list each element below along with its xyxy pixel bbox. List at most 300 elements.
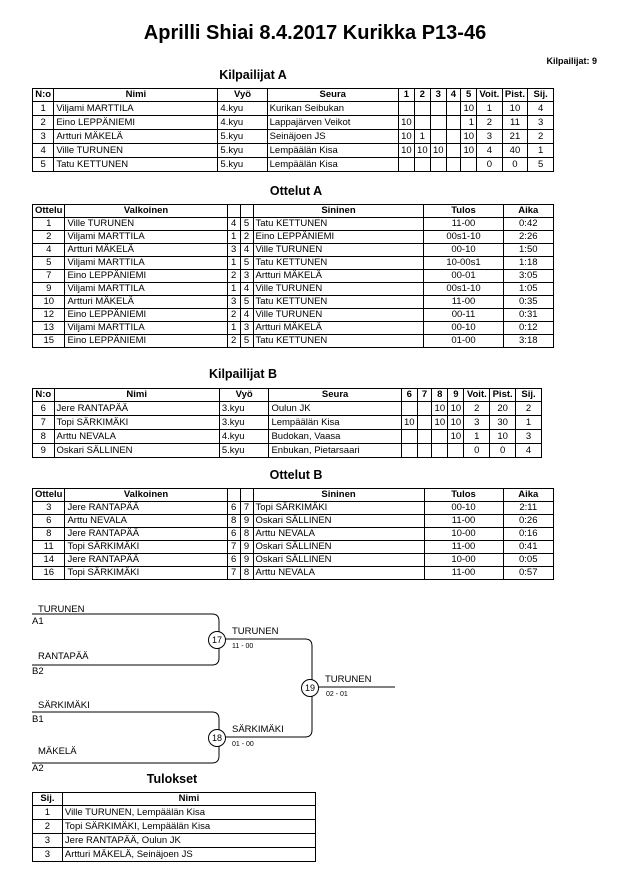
table-cell: 15 [33,335,65,348]
table-cell: Topi SÄRKIMÄKI [253,502,424,515]
table-row [33,257,554,270]
table-cell [414,158,430,172]
column-header: Aika [503,489,554,502]
table-cell: Topi SÄRKIMÄKI [54,416,219,430]
table-cell: 4 [516,444,542,458]
table-row [33,402,542,416]
column-header: N:o [33,389,55,402]
table-cell: 1 [477,102,503,116]
table-cell: Ville TURUNEN [54,144,218,158]
table-cell: 8 [240,528,253,541]
table-cell [414,102,430,116]
table-cell [430,130,446,144]
table-row [33,218,554,231]
column-header: 9 [448,389,464,402]
table-cell: Topi SÄRKIMÄKI [65,541,227,554]
table-cell: 9 [240,554,253,567]
table-cell: 10-00 [424,528,503,541]
table-row [33,158,554,172]
table-cell: 1 [227,231,240,244]
table-cell: 11 [33,541,65,554]
table-cell: Tatu KETTUNEN [253,257,424,270]
table-cell: 30 [490,416,516,430]
table-row [33,567,554,580]
column-header: Pist. [490,389,516,402]
table-cell: Artturi MÄKELÄ [253,270,424,283]
table-cell: Enbukan, Pietarsaari [269,444,401,458]
table-cell: 4.kyu [218,102,267,116]
table-cell: 0:26 [503,515,554,528]
table-cell: 2:11 [503,502,554,515]
matches-b-heading: Ottelut B [269,468,323,482]
table-cell: 4 [33,144,54,158]
table-cell: 10 [461,102,477,116]
table-cell: 00-10 [424,244,503,257]
table-cell: 1 [528,144,554,158]
m18-score: 01 - 00 [232,741,254,748]
matchesA-header-row [33,205,554,218]
table-row [33,231,554,244]
match-17-badge: 17 [208,631,226,649]
table-cell: Seinäjoen JS [267,130,398,144]
table-cell: 10 [502,102,528,116]
table-cell: 9 [240,515,253,528]
column-header: Valkoinen [65,205,227,218]
table-cell [417,402,431,416]
table-cell: 10-00s1 [424,257,503,270]
table-cell: 6 [33,402,55,416]
table-cell: Tatu KETTUNEN [54,158,218,172]
table-cell: 3 [464,416,490,430]
sf2-top-seed: B1 [32,714,44,725]
matchesB-header-row [33,489,554,502]
table-cell: Kurikan Seibukan [267,102,398,116]
column-header: Sij. [528,89,554,102]
table-cell: 2 [227,270,240,283]
table-row [33,502,554,515]
table-cell: 1:50 [503,244,553,257]
table-cell: 2 [528,130,554,144]
table-cell: 20 [490,402,516,416]
table-cell [417,416,431,430]
table-cell: 0:12 [503,322,553,335]
table-cell: 7 [33,416,55,430]
table-cell: 4 [33,244,65,257]
table-cell: 5 [528,158,554,172]
column-header [240,205,253,218]
table-cell: Viljami MARTTILA [65,322,227,335]
table-cell: 10 [432,416,448,430]
poolA-header-row [33,89,554,102]
table-cell: 2:26 [503,231,553,244]
table-cell: 0 [477,158,503,172]
results-table [32,792,316,862]
column-header: Valkoinen [65,489,227,502]
table-cell: 7 [227,541,240,554]
table-row [33,102,554,116]
table-cell: 10 [398,116,414,130]
match-18-badge: 18 [208,729,226,747]
table-row [33,848,316,862]
table-cell: 9 [240,541,253,554]
table-cell: Artturi MÄKELÄ, Seinäjoen JS [62,848,315,862]
pool-b-table [32,388,542,458]
table-cell [417,444,431,458]
table-cell: Arttu NEVALA [65,515,227,528]
table-cell [446,116,460,130]
table-cell: 4 [240,283,253,296]
table-cell: 1 [33,218,65,231]
table-cell: 01-00 [424,335,503,348]
column-header [227,205,240,218]
table-cell: 10 [432,402,448,416]
column-header: Vyö [218,89,267,102]
table-cell: 10 [414,144,430,158]
table-cell: Artturi MÄKELÄ [54,130,218,144]
table-cell: Arttu NEVALA [54,430,219,444]
table-cell [430,158,446,172]
table-cell: 5 [240,296,253,309]
column-header: 5 [461,89,477,102]
table-cell: 3 [33,502,65,515]
table-cell: 3.kyu [219,402,269,416]
table-cell: Viljami MARTTILA [65,257,227,270]
table-cell: 2 [516,402,542,416]
column-header: Aika [503,205,553,218]
table-cell: 10 [490,430,516,444]
table-cell: 3 [240,270,253,283]
column-header: Ottelu [33,489,65,502]
table-cell: 2 [33,116,54,130]
table-cell: Eino LEPPÄNIEMI [253,231,424,244]
table-cell: 10 [430,144,446,158]
table-cell: 5.kyu [218,158,267,172]
table-cell: Topi SÄRKIMÄKI [65,567,227,580]
table-cell: 2 [464,402,490,416]
column-header: Sij. [516,389,542,402]
table-cell: Viljami MARTTILA [65,283,227,296]
table-cell: 10 [448,402,464,416]
table-cell [401,444,417,458]
table-cell: 10-00 [424,554,503,567]
table-cell: 10 [461,130,477,144]
table-cell [401,430,417,444]
table-cell: 6 [227,502,240,515]
table-cell: 4 [240,309,253,322]
table-cell: Jere RANTAPÄÄ, Oulun JK [62,834,315,848]
table-cell: Artturi MÄKELÄ [65,296,227,309]
table-cell: 6 [33,515,65,528]
table-cell: Eino LEPPÄNIEMI [65,335,227,348]
table-row [33,541,554,554]
table-cell: 1 [227,283,240,296]
sf1-top-seed: A1 [32,616,44,627]
table-cell: 5 [240,335,253,348]
table-row [33,244,554,257]
table-cell [446,144,460,158]
table-cell: 0:16 [503,528,554,541]
table-cell: Oskari SÄLLINEN [253,515,424,528]
table-cell: 5 [33,158,54,172]
table-cell: Jere RANTAPÄÄ [65,502,227,515]
m19-winner: TURUNEN [325,674,372,685]
table-cell: 1 [227,257,240,270]
table-cell: 5 [240,257,253,270]
pool-b-heading: Kilpailijat B [208,367,278,381]
table-cell: Ville TURUNEN [65,218,227,231]
table-cell: Artturi MÄKELÄ [253,322,424,335]
column-header [227,489,240,502]
table-cell: 1 [516,416,542,430]
table-cell: 3 [227,244,240,257]
table-cell: 6 [227,554,240,567]
table-cell: 3:05 [503,270,553,283]
table-cell: 5 [33,257,65,270]
column-header: Nimi [62,793,315,806]
table-cell: 0:35 [503,296,553,309]
page-title: Aprilli Shiai 8.4.2017 Kurikka P13-46 [143,22,487,44]
table-cell: 3 [516,430,542,444]
table-cell: Oulun JK [269,402,401,416]
table-cell: Tatu KETTUNEN [253,218,424,231]
sf1-bottom-seed: B2 [32,666,44,677]
sf2-bottom-seed: A2 [32,763,44,774]
table-cell: 10 [448,416,464,430]
table-row [33,296,554,309]
table-cell: 3 [227,296,240,309]
table-cell: 40 [502,144,528,158]
column-header: Tulos [424,205,503,218]
table-cell: Eino LEPPÄNIEMI [65,309,227,322]
column-header: Vyö [219,389,269,402]
column-header: Sininen [253,489,424,502]
table-cell: Oskari SÄLLINEN [54,444,219,458]
column-header: 2 [414,89,430,102]
column-header: 8 [432,389,448,402]
table-row [33,528,554,541]
table-cell: 7 [227,567,240,580]
table-cell: 4.kyu [219,430,269,444]
table-cell: Ville TURUNEN [253,309,424,322]
column-header: Sininen [253,205,424,218]
table-cell: 3.kyu [219,416,269,430]
table-cell [401,402,417,416]
table-cell: 1:05 [503,283,553,296]
m19-score: 02 - 01 [326,691,348,698]
pool-a-heading: Kilpailijat A [219,68,287,82]
table-cell: Viljami MARTTILA [54,102,218,116]
table-cell: 4.kyu [218,116,267,130]
table-cell: 00-10 [424,502,503,515]
table-row [33,144,554,158]
column-header: 7 [417,389,431,402]
table-cell: 1:18 [503,257,553,270]
table-cell [430,116,446,130]
table-cell: 4 [528,102,554,116]
table-cell: 00-01 [424,270,503,283]
table-cell: 2 [240,231,253,244]
table-cell: 1 [33,806,63,820]
table-cell: 2 [33,820,63,834]
table-cell: 11 [502,116,528,130]
table-cell: 0:41 [503,541,554,554]
table-row [33,309,554,322]
table-cell: 4 [477,144,503,158]
sf1-top-name: TURUNEN [38,604,85,615]
sf1-bottom-name: RANTAPÄÄ [38,651,89,662]
table-cell: 7 [240,502,253,515]
table-row [33,834,316,848]
column-header: 1 [398,89,414,102]
table-row [33,430,542,444]
table-cell: 21 [502,130,528,144]
poolB-header-row [33,389,542,402]
table-cell: 10 [33,296,65,309]
table-cell [398,102,414,116]
table-cell: Tatu KETTUNEN [253,296,424,309]
table-cell: Oskari SÄLLINEN [253,541,424,554]
table-cell: 1 [414,130,430,144]
matches-a-table [32,204,554,348]
table-row [33,820,316,834]
table-cell: 4 [227,218,240,231]
table-row [33,130,554,144]
table-cell: 11-00 [424,296,503,309]
table-cell: 0 [490,444,516,458]
table-cell: 16 [33,567,65,580]
table-cell: Jere RANTAPÄÄ [65,528,227,541]
table-cell: Lempäälän Kisa [269,416,401,430]
table-cell [417,430,431,444]
table-row [33,416,542,430]
column-header: Seura [269,389,401,402]
column-header: Nimi [54,89,218,102]
table-cell: Lempäälän Kisa [267,158,398,172]
table-cell: Arttu NEVALA [253,528,424,541]
column-header: Pist. [502,89,528,102]
table-cell: 0:05 [503,554,554,567]
table-cell: 10 [448,430,464,444]
column-header: Ottelu [33,205,65,218]
table-cell: 1 [461,116,477,130]
sf2-bottom-name: MÄKELÄ [38,746,77,757]
table-row [33,554,554,567]
table-cell: 0:42 [503,218,553,231]
table-cell: 00s1-10 [424,231,503,244]
column-header: Voit. [477,89,503,102]
table-cell: 2 [33,231,65,244]
table-cell [414,116,430,130]
m18-winner: SÄRKIMÄKI [232,724,284,735]
table-cell: 7 [33,270,65,283]
column-header: Nimi [54,389,219,402]
table-row [33,444,542,458]
table-row [33,116,554,130]
results-heading: Tulokset [146,772,198,786]
table-cell: 3 [477,130,503,144]
sf2-top-name: SÄRKIMÄKI [38,700,90,711]
table-cell [461,158,477,172]
table-cell [446,130,460,144]
table-cell: Oskari SÄLLINEN [253,554,424,567]
table-cell: Viljami MARTTILA [65,231,227,244]
table-cell: 5 [240,218,253,231]
column-header [240,489,253,502]
table-cell: Ville TURUNEN [253,244,424,257]
table-cell [432,444,448,458]
table-cell: 4 [240,244,253,257]
table-cell: Jere RANTAPÄÄ [65,554,227,567]
table-cell: 8 [227,515,240,528]
table-cell: 14 [33,554,65,567]
table-cell: Ville TURUNEN [253,283,424,296]
table-cell: 10 [398,130,414,144]
table-cell: 3 [528,116,554,130]
table-cell: 1 [464,430,490,444]
results-header-row [33,793,316,806]
table-cell [446,102,460,116]
table-cell: 5.kyu [218,130,267,144]
participant-count: Kilpailijat: 9 [546,56,597,66]
table-cell: Topi SÄRKIMÄKI, Lempäälän Kisa [62,820,315,834]
pool-a-table [32,88,554,172]
table-cell: 5.kyu [219,444,269,458]
table-cell: 3 [240,322,253,335]
table-cell: 1 [227,322,240,335]
matches-b-table [32,488,554,580]
table-cell [432,430,448,444]
table-cell [446,158,460,172]
table-cell: 00-11 [424,309,503,322]
table-cell: 3:18 [503,335,553,348]
table-cell: Ville TURUNEN, Lempäälän Kisa [62,806,315,820]
table-cell: 0 [464,444,490,458]
column-header: Tulos [424,489,503,502]
table-row [33,270,554,283]
table-cell: 11-00 [424,515,503,528]
table-row [33,335,554,348]
column-header: Seura [267,89,398,102]
table-row [33,515,554,528]
table-cell: 10 [401,416,417,430]
column-header: 4 [446,89,460,102]
table-cell: 00-10 [424,322,503,335]
table-cell: 3 [33,834,63,848]
table-cell: 11-00 [424,541,503,554]
table-cell: 2 [227,309,240,322]
table-cell: 11-00 [424,567,503,580]
table-cell: Lempäälän Kisa [267,144,398,158]
table-cell: 0:31 [503,309,553,322]
table-row [33,322,554,335]
table-cell: 1 [33,102,54,116]
table-cell: 0:57 [503,567,554,580]
m17-score: 11 - 00 [232,643,254,650]
table-cell: Budokan, Vaasa [269,430,401,444]
table-cell: 00s1-10 [424,283,503,296]
table-cell: 0 [502,158,528,172]
m17-winner: TURUNEN [232,626,279,637]
column-header: Sij. [33,793,63,806]
table-cell: 3 [33,848,63,862]
column-header: N:o [33,89,54,102]
table-cell: Lappajärven Veikot [267,116,398,130]
table-cell: 6 [227,528,240,541]
table-cell: 10 [398,144,414,158]
table-cell: 3 [33,130,54,144]
table-cell: 2 [227,335,240,348]
table-cell: Eino LEPPÄNIEMI [65,270,227,283]
